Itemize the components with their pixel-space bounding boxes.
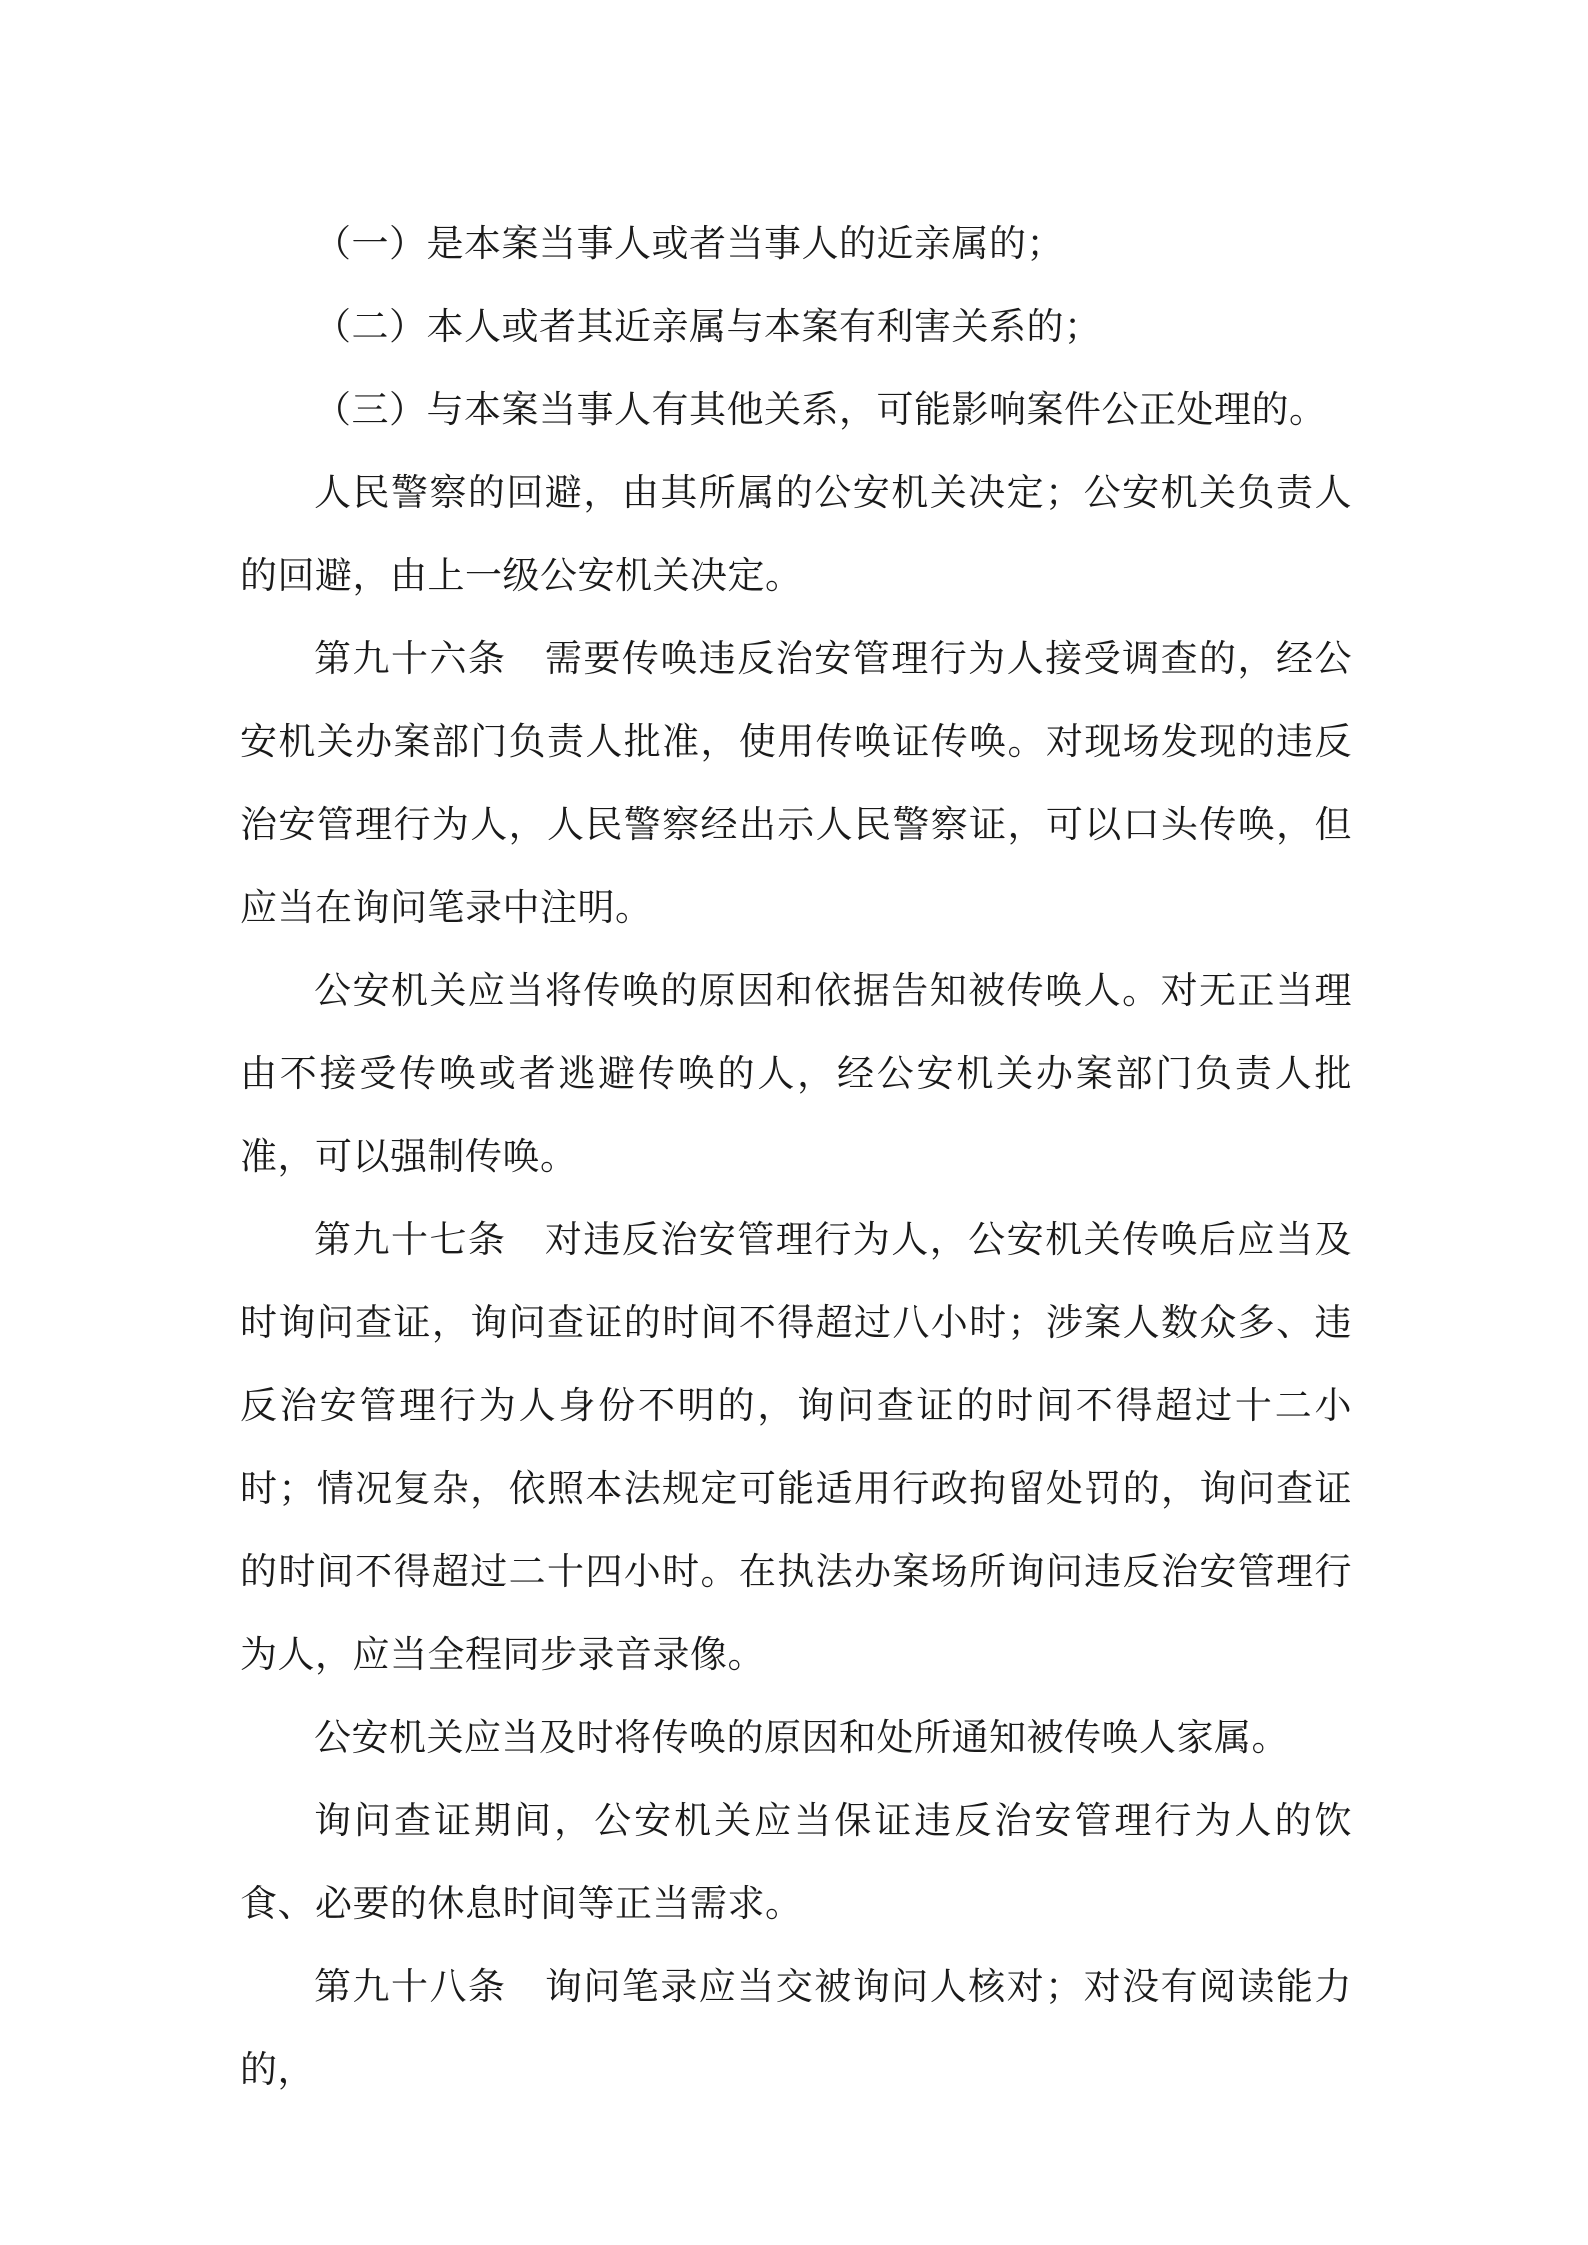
paragraph-item-1: （一）是本案当事人或者当事人的近亲属的； — [314, 222, 1064, 265]
paragraph-item-2: （二）本人或者其近亲属与本案有利害关系的； — [314, 305, 1102, 348]
paragraph-article-97-3: 询问查证期间，公安机关应当保证违反治安管理行为人的饮食、必要的休息时间等正当需求。 — [240, 1799, 1352, 1925]
paragraph-article-96-2: 公安机关应当将传唤的原因和依据告知被传唤人。对无正当理由不接受传唤或者逃避传唤的人，经公安机关办案部门负责人批准，可以强制传唤。 — [240, 969, 1352, 1178]
paragraph-article-96: 第九十六条 需要传唤违反治安管理行为人接受调查的，经公安机关办案部门负责人批准，使用传唤证传唤。对现场发现的违反治安管理行为人，人民警察经出示人民警察证，可以口头传唤，但应当在询问笔录中注明。 — [240, 637, 1352, 929]
paragraph-recusal-decision: 人民警察的回避，由其所属的公安机关决定；公安机关负责人的回避，由上一级公安机关决定。 — [240, 471, 1352, 597]
paragraph-item-3: （三）与本案当事人有其他关系，可能影响案件公正处理的。 — [314, 388, 1327, 431]
paragraph-article-98: 第九十八条 询问笔录应当交被询问人核对；对没有阅读能力的， — [240, 1965, 1352, 2091]
document-body — [240, 202, 1352, 2111]
paragraph-article-97: 第九十七条 对违反治安管理行为人，公安机关传唤后应当及时询问查证，询问查证的时间不得超过八小时；涉案人数众多、违反治安管理行为人身份不明的，询问查证的时间不得超过十二小时；情况复杂，依照本法规定可能适用行政拘留处罚的，询问查证的时间不得超过二十四小时。在执法办案场所询问违反治安管理行为人，应当全程同步录音录像。 — [240, 1218, 1352, 1676]
paragraph-article-97-2: 公安机关应当及时将传唤的原因和处所通知被传唤人家属。 — [314, 1716, 1289, 1759]
